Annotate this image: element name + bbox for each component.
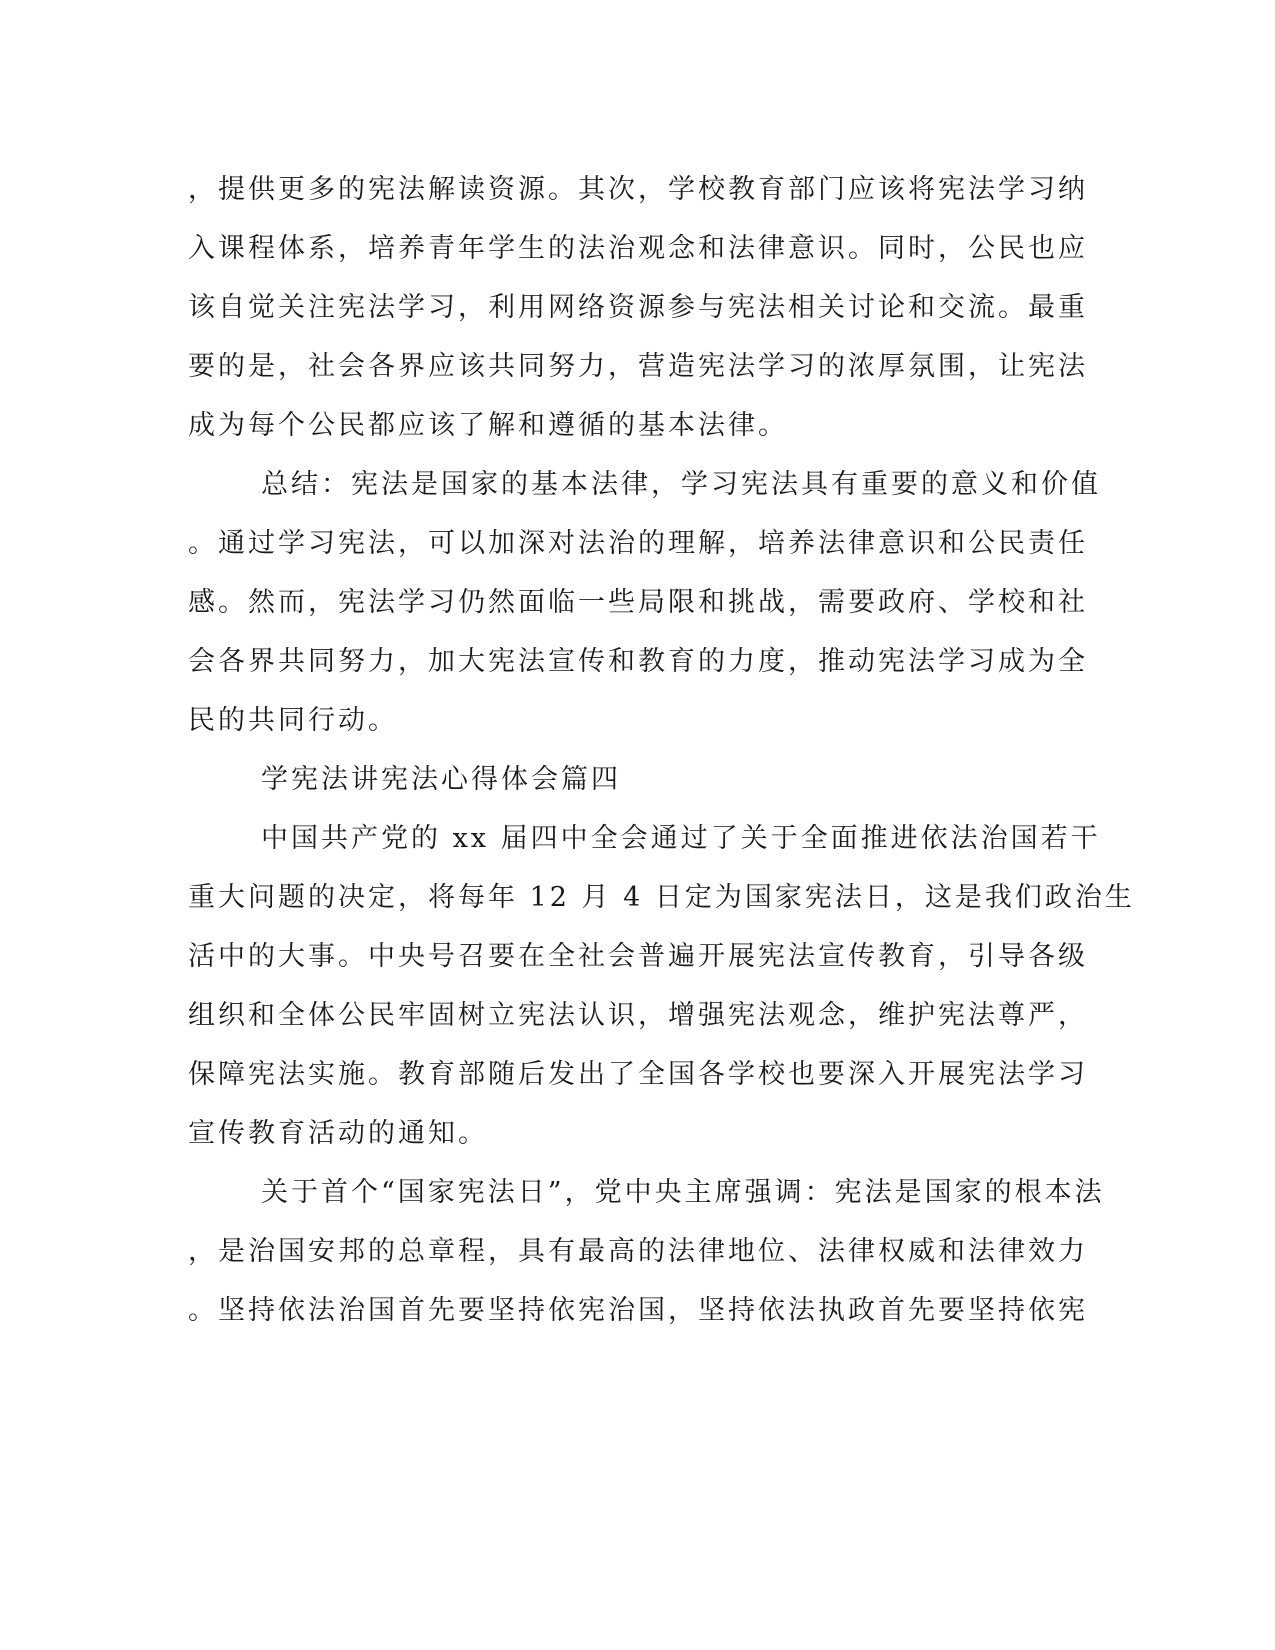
text-line: 组织和全体公民牢固树立宪法认识，增强宪法观念，维护宪法尊严， bbox=[188, 1000, 1088, 1031]
text-line: ，提供更多的宪法解读资源。其次，学校教育部门应该将宪法学习纳 bbox=[188, 174, 1088, 205]
text-line: 保障宪法实施。教育部随后发出了全国各学校也要深入开展宪法学习 bbox=[188, 1059, 1088, 1090]
text-line: 。坚持依法治国首先要坚持依宪治国，坚持依法执政首先要坚持依宪 bbox=[188, 1295, 1088, 1326]
text-line: 该自觉关注宪法学习，利用网络资源参与宪法相关讨论和交流。最重 bbox=[188, 292, 1088, 323]
text-line: 成为每个公民都应该了解和遵循的基本法律。 bbox=[188, 410, 788, 441]
text-line: 重大问题的决定，将每年 12 月 4 日定为国家宪法日，这是我们政治生 bbox=[188, 882, 1135, 913]
paragraph-start-line: 关于首个“国家宪法日”，党中央主席强调：宪法是国家的根本法 bbox=[261, 1177, 1105, 1208]
text-line: 活中的大事。中央号召要在全社会普遍开展宪法宣传教育，引导各级 bbox=[188, 941, 1088, 972]
section-heading: 学宪法讲宪法心得体会篇四 bbox=[261, 764, 621, 795]
text-line: 宣传教育活动的通知。 bbox=[188, 1118, 488, 1149]
text-line: 。通过学习宪法，可以加深对法治的理解，培养法律意识和公民责任 bbox=[188, 528, 1088, 559]
text-line: 会各界共同努力，加大宪法宣传和教育的力度，推动宪法学习成为全 bbox=[188, 646, 1088, 677]
text-line: 要的是，社会各界应该共同努力，营造宪法学习的浓厚氛围，让宪法 bbox=[188, 351, 1088, 382]
paragraph-start-line: 总结：宪法是国家的基本法律，学习宪法具有重要的意义和价值 bbox=[261, 469, 1101, 500]
text-line: 民的共同行动。 bbox=[188, 705, 398, 736]
text-line: ，是治国安邦的总章程，具有最高的法律地位、法律权威和法律效力 bbox=[188, 1236, 1088, 1267]
text-line: 感。然而，宪法学习仍然面临一些局限和挑战，需要政府、学校和社 bbox=[188, 587, 1088, 618]
paragraph-start-line: 中国共产党的 xx 届四中全会通过了关于全面推进依法治国若干 bbox=[261, 823, 1101, 854]
text-line: 入课程体系，培养青年学生的法治观念和法律意识。同时，公民也应 bbox=[188, 233, 1088, 264]
